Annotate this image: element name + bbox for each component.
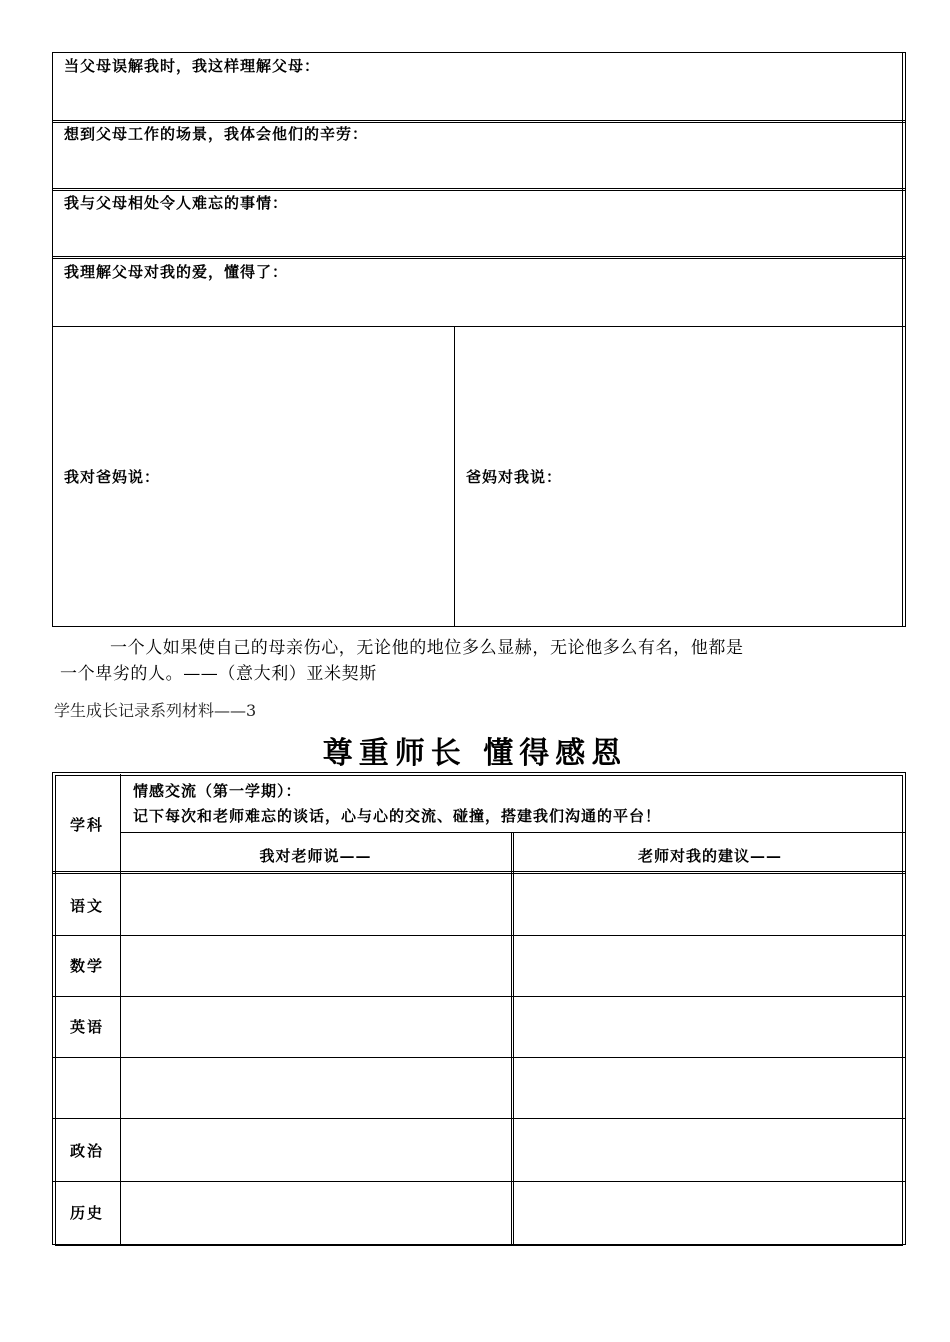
row-divider [52,256,906,259]
subject-header: 学科 [69,816,104,834]
student-note-cell[interactable] [121,1119,510,1180]
table-intro-text: 记下每次和老师难忘的谈话，心与心的交流、碰撞，搭建我们沟通的平台！ [133,807,662,825]
teacher-advice-cell[interactable] [515,1119,905,1180]
row-divider [52,188,906,191]
subject-chinese: 语文 [69,897,104,915]
row-divider [52,120,906,123]
quote-line-1: 一个人如果使自己的母亲伤心，无论他的地位多么显赫，无论他多么有名，他都是 [110,638,744,658]
subject-politics: 政治 [69,1142,104,1160]
prompt-memorable-moment[interactable]: 我与父母相处令人难忘的事情： [64,194,289,212]
student-column-header: 我对老师说—— [259,847,372,865]
teacher-advice-cell[interactable] [515,997,905,1056]
teacher-advice-cell[interactable] [515,1058,905,1117]
student-note-cell[interactable] [121,874,510,934]
student-note-cell[interactable] [121,997,510,1056]
prompt-understand-parents[interactable]: 当父母误解我时，我这样理解父母： [64,57,321,75]
teacher-advice-cell[interactable] [515,1182,905,1244]
student-note-cell[interactable] [121,936,510,995]
subject-history: 历史 [69,1204,104,1222]
table-intro-title: 情感交流（第一学期）： [133,782,302,800]
column-divider [454,327,455,627]
quote-line-2: 一个卑劣的人。——（意大利）亚米契斯 [60,664,377,684]
series-label: 学生成长记录系列材料——3 [54,701,257,720]
student-note-cell[interactable] [121,1182,510,1244]
subject-math: 数学 [69,957,104,975]
response-column-divider [511,832,514,1245]
teacher-column-header: 老师对我的建议—— [637,847,782,865]
teacher-advice-cell[interactable] [515,874,905,934]
row-divider [52,326,906,327]
prompt-parents-work[interactable]: 想到父母工作的场景，我体会他们的辛劳： [64,125,369,143]
section-title: 尊重师长 懂得感恩 [322,736,628,771]
prompt-parents-love[interactable]: 我理解父母对我的爱，懂得了： [64,263,289,281]
header-divider [120,832,906,833]
subject-english: 英语 [69,1018,104,1036]
student-note-cell[interactable] [121,1058,510,1117]
teacher-advice-cell[interactable] [515,936,905,995]
from-parents-label[interactable]: 爸妈对我说： [466,468,563,486]
to-parents-label[interactable]: 我对爸妈说： [64,468,161,486]
